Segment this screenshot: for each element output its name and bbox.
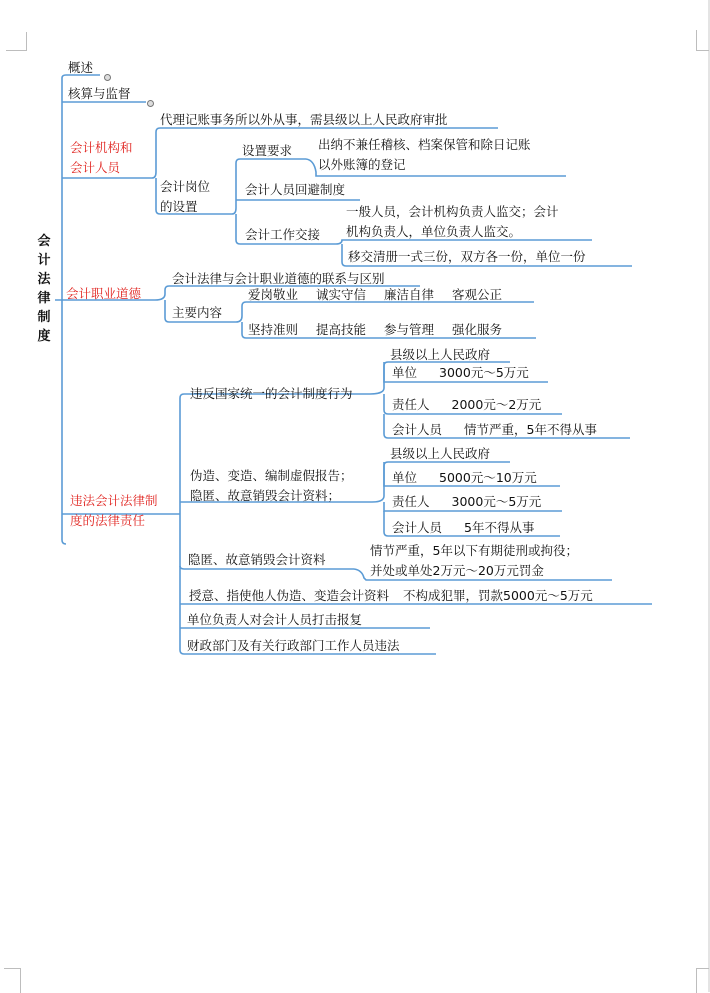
ethics-item: 参与管理 [384, 322, 435, 337]
detail-line: 以外账簿的登记 [318, 157, 406, 172]
branch-overview[interactable]: 概述 [68, 60, 94, 75]
node-label-line: 的设置 [160, 199, 198, 214]
penalty-subject: 会计人员 [392, 422, 443, 437]
root-char: 制 [37, 310, 51, 325]
node-violation-responsible[interactable] [392, 397, 541, 413]
penalty-amount: 3000元～5万元 [451, 494, 542, 509]
node-handover-detail[interactable] [346, 202, 559, 242]
node-forgery-accountant[interactable] [392, 520, 534, 536]
node-concealment-detail[interactable] [370, 541, 578, 581]
node-officials[interactable]: 财政部门及有关行政部门工作人员违法 [187, 638, 400, 653]
branch-liability[interactable] [70, 491, 158, 531]
ethics-item: 诚实守信 [316, 287, 367, 302]
ethics-item: 强化服务 [452, 322, 503, 337]
node-forgery-authority[interactable]: 县级以上人民政府 [390, 446, 491, 461]
penalty-subject: 单位 [392, 365, 418, 380]
penalty-amount: 不构成犯罪，罚款5000元～5万元 [403, 588, 593, 603]
root-title [36, 232, 52, 346]
node-forgery[interactable] [190, 466, 353, 506]
penalty-subject: 责任人 [392, 494, 430, 509]
detail-line: 机构负责人，单位负责人监交。 [346, 224, 522, 239]
node-label: 授意、指使他人伪造、变造会计资料 [189, 588, 390, 603]
node-positions[interactable] [160, 177, 210, 217]
node-label-line: 会计岗位 [160, 179, 211, 194]
penalty-subject: 会计人员 [392, 520, 443, 535]
node-requirements[interactable]: 设置要求 [242, 143, 293, 158]
node-retaliation[interactable]: 单位负责人对会计人员打击报复 [187, 612, 363, 627]
root-char: 计 [37, 253, 51, 268]
ethics-item: 提高技能 [316, 322, 367, 337]
collapse-dot-icon[interactable] [147, 100, 154, 107]
node-violation-authority[interactable]: 县级以上人民政府 [390, 347, 491, 362]
node-avoidance[interactable]: 会计人员回避制度 [245, 182, 346, 197]
penalty-subject: 责任人 [392, 397, 430, 412]
node-forgery-unit[interactable] [392, 470, 537, 486]
branch-institutions[interactable] [70, 138, 133, 178]
ethics-item: 廉洁自律 [384, 287, 435, 302]
node-violation[interactable]: 违反国家统一的会计制度行为 [190, 386, 353, 401]
node-handover[interactable]: 会计工作交接 [245, 227, 321, 242]
penalty-amount: 情节严重，5年不得从事 [464, 422, 597, 437]
node-ethics-relation[interactable]: 会计法律与会计职业道德的联系与区别 [172, 271, 385, 286]
penalty-amount: 3000元～5万元 [439, 365, 529, 380]
branch-accounting-supervision[interactable]: 核算与监督 [68, 86, 131, 101]
ethics-item: 爱岗敬业 [248, 287, 299, 302]
ethics-item: 客观公正 [452, 287, 503, 302]
node-label-line: 隐匿、故意销毁会计资料； [190, 488, 341, 503]
branch-ethics[interactable]: 会计职业道德 [66, 286, 142, 301]
node-ethics-row2[interactable] [248, 322, 502, 338]
collapse-dot-icon[interactable] [104, 74, 111, 81]
node-label-line: 伪造、变造、编制虚假报告； [190, 468, 353, 483]
node-ethics-row1[interactable] [248, 287, 502, 303]
node-violation-accountant[interactable] [392, 422, 597, 438]
branch-label-line: 度的法律责任 [70, 513, 146, 528]
penalty-subject: 单位 [392, 470, 418, 485]
detail-line: 情节严重，5年以下有期徒刑或拘役； [370, 543, 578, 558]
node-forgery-responsible[interactable] [392, 494, 541, 510]
root-char: 会 [37, 234, 51, 249]
node-agency[interactable]: 代理记账事务所以外从事，需县级以上人民政府审批 [160, 112, 448, 127]
detail-line: 并处或单处2万元～20万元罚金 [370, 563, 544, 578]
node-concealment[interactable]: 隐匿、故意销毁会计资料 [188, 552, 326, 567]
detail-line: 出纳不兼任稽核、档案保管和除日记账 [318, 137, 531, 152]
penalty-amount: 2000元～2万元 [451, 397, 542, 412]
node-main-content[interactable]: 主要内容 [172, 305, 223, 320]
ethics-item: 坚持准则 [248, 322, 299, 337]
root-char: 度 [37, 329, 51, 344]
penalty-amount: 5年不得从事 [464, 520, 535, 535]
node-violation-unit[interactable] [392, 365, 529, 381]
branch-label-line: 会计机构和 [70, 140, 133, 155]
detail-line: 一般人员，会计机构负责人监交；会计 [346, 204, 559, 219]
branch-label-line: 会计人员 [70, 160, 121, 175]
root-char: 律 [37, 291, 51, 306]
root-char: 法 [37, 272, 51, 287]
node-handover-list[interactable]: 移交清册一式三份，双方各一份，单位一份 [348, 249, 586, 264]
node-instigation[interactable] [189, 588, 593, 604]
branch-label-line: 违法会计法律制 [70, 493, 158, 508]
penalty-amount: 5000元～10万元 [439, 470, 537, 485]
node-requirements-detail[interactable] [318, 135, 531, 175]
